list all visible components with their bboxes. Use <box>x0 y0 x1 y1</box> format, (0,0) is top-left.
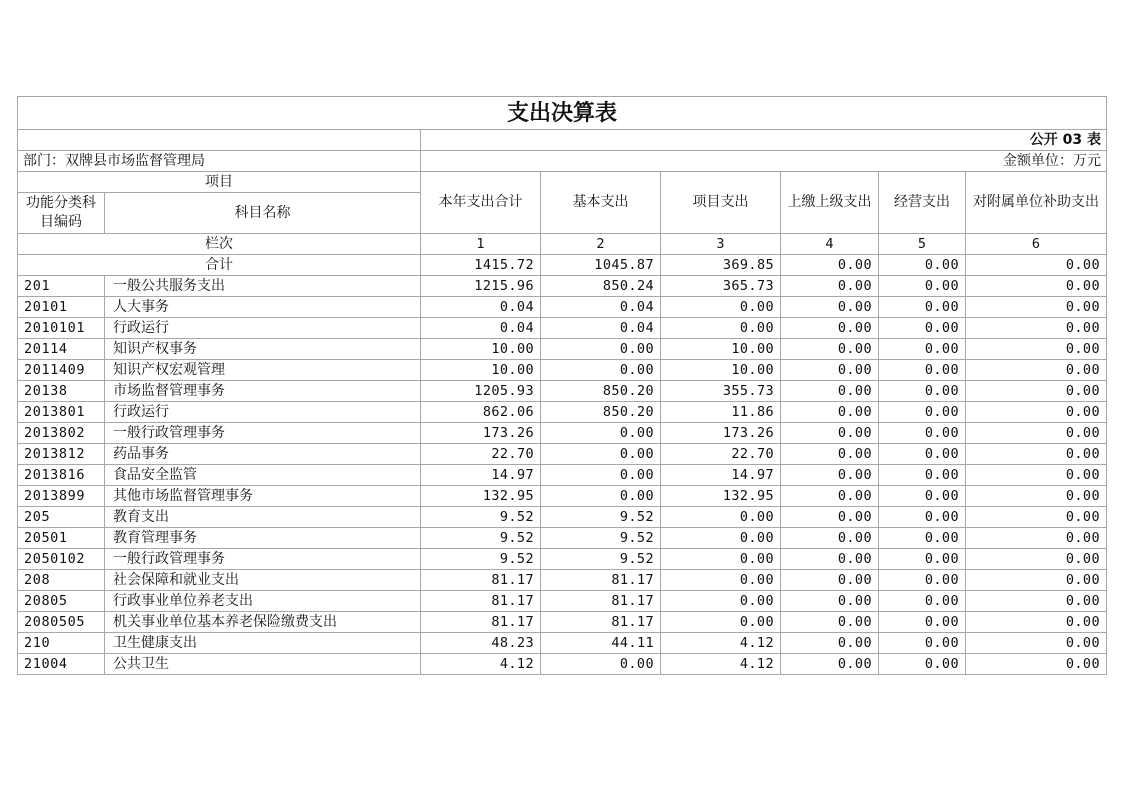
row-value: 0.00 <box>966 297 1107 318</box>
row-value: 10.00 <box>421 360 541 381</box>
form-number: 公开 03 表 <box>421 130 1107 151</box>
row-value: 0.00 <box>966 486 1107 507</box>
row-value: 0.00 <box>541 465 661 486</box>
row-value: 0.00 <box>879 444 966 465</box>
row-code: 2013816 <box>18 465 105 486</box>
row-value: 9.52 <box>421 507 541 528</box>
row-name: 食品安全监管 <box>105 465 421 486</box>
row-value: 0.00 <box>966 318 1107 339</box>
row-value: 0.00 <box>661 528 781 549</box>
row-value: 0.00 <box>879 276 966 297</box>
total-label: 合计 <box>18 255 421 276</box>
table-row <box>18 507 1107 528</box>
row-value: 0.00 <box>781 570 879 591</box>
row-value: 850.20 <box>541 402 661 423</box>
header-subsidy: 对附属单位补助支出 <box>966 172 1107 234</box>
table-row <box>18 654 1107 675</box>
table-row <box>18 633 1107 654</box>
total-value: 369.85 <box>661 255 781 276</box>
row-value: 0.00 <box>879 381 966 402</box>
row-value: 0.00 <box>781 486 879 507</box>
column-index: 6 <box>966 234 1107 255</box>
table-row <box>18 486 1107 507</box>
row-value: 0.00 <box>781 339 879 360</box>
row-name: 一般行政管理事务 <box>105 549 421 570</box>
row-value: 0.00 <box>966 423 1107 444</box>
row-value: 0.00 <box>781 402 879 423</box>
row-value: 173.26 <box>421 423 541 444</box>
row-value: 0.00 <box>966 591 1107 612</box>
table-row <box>18 360 1107 381</box>
row-value: 0.00 <box>966 528 1107 549</box>
row-value: 81.17 <box>421 570 541 591</box>
row-value: 0.04 <box>541 297 661 318</box>
row-value: 14.97 <box>661 465 781 486</box>
row-index-label: 栏次 <box>18 234 421 255</box>
row-value: 0.00 <box>661 549 781 570</box>
row-value: 0.00 <box>661 507 781 528</box>
row-value: 0.04 <box>421 318 541 339</box>
row-code: 20114 <box>18 339 105 360</box>
table-row <box>18 549 1107 570</box>
row-value: 9.52 <box>541 528 661 549</box>
row-code: 210 <box>18 633 105 654</box>
header-basic: 基本支出 <box>541 172 661 234</box>
row-value: 0.00 <box>879 570 966 591</box>
column-index: 5 <box>879 234 966 255</box>
row-value: 0.00 <box>966 381 1107 402</box>
row-value: 0.00 <box>781 276 879 297</box>
row-value: 0.00 <box>781 654 879 675</box>
table-row <box>18 318 1107 339</box>
row-value: 0.00 <box>781 381 879 402</box>
row-value: 173.26 <box>661 423 781 444</box>
row-value: 0.00 <box>879 507 966 528</box>
row-code: 205 <box>18 507 105 528</box>
row-value: 48.23 <box>421 633 541 654</box>
row-value: 0.00 <box>781 507 879 528</box>
row-code: 2010101 <box>18 318 105 339</box>
row-value: 4.12 <box>661 654 781 675</box>
row-value: 81.17 <box>421 591 541 612</box>
row-name: 机关事业单位基本养老保险缴费支出 <box>105 612 421 633</box>
header-subject-name: 科目名称 <box>105 193 421 234</box>
row-value: 0.00 <box>781 591 879 612</box>
row-name: 教育支出 <box>105 507 421 528</box>
column-index: 2 <box>541 234 661 255</box>
row-name: 教育管理事务 <box>105 528 421 549</box>
row-value: 0.00 <box>966 360 1107 381</box>
row-value: 0.00 <box>966 444 1107 465</box>
column-index: 3 <box>661 234 781 255</box>
row-value: 0.00 <box>879 633 966 654</box>
row-value: 0.00 <box>966 402 1107 423</box>
row-value: 0.00 <box>781 318 879 339</box>
table-row <box>18 591 1107 612</box>
row-value: 850.24 <box>541 276 661 297</box>
row-name: 其他市场监督管理事务 <box>105 486 421 507</box>
column-index: 1 <box>421 234 541 255</box>
row-value: 10.00 <box>421 339 541 360</box>
total-row <box>18 255 1107 276</box>
row-value: 0.00 <box>879 297 966 318</box>
row-value: 0.00 <box>966 633 1107 654</box>
row-code: 20101 <box>18 297 105 318</box>
row-value: 0.04 <box>541 318 661 339</box>
column-index: 4 <box>781 234 879 255</box>
row-value: 132.95 <box>421 486 541 507</box>
row-code: 201 <box>18 276 105 297</box>
row-value: 81.17 <box>541 591 661 612</box>
row-value: 10.00 <box>661 339 781 360</box>
row-value: 0.00 <box>966 276 1107 297</box>
row-code: 208 <box>18 570 105 591</box>
row-value: 0.00 <box>966 549 1107 570</box>
row-value: 0.00 <box>781 465 879 486</box>
row-value: 0.00 <box>966 339 1107 360</box>
header-total: 本年支出合计 <box>421 172 541 234</box>
row-value: 365.73 <box>661 276 781 297</box>
row-value: 1205.93 <box>421 381 541 402</box>
row-value: 0.00 <box>661 570 781 591</box>
row-value: 0.00 <box>879 423 966 444</box>
row-name: 人大事务 <box>105 297 421 318</box>
row-value: 0.00 <box>541 486 661 507</box>
expenditure-table <box>17 96 1107 675</box>
row-value: 0.00 <box>781 633 879 654</box>
row-value: 0.00 <box>966 507 1107 528</box>
row-value: 0.00 <box>781 528 879 549</box>
table-row <box>18 276 1107 297</box>
row-value: 0.00 <box>781 423 879 444</box>
row-value: 0.00 <box>541 423 661 444</box>
total-value: 1045.87 <box>541 255 661 276</box>
row-value: 0.00 <box>879 612 966 633</box>
row-value: 0.00 <box>541 444 661 465</box>
row-name: 卫生健康支出 <box>105 633 421 654</box>
row-code: 2011409 <box>18 360 105 381</box>
header-business: 经营支出 <box>879 172 966 234</box>
row-value: 1215.96 <box>421 276 541 297</box>
row-value: 850.20 <box>541 381 661 402</box>
table-row <box>18 402 1107 423</box>
row-code: 20805 <box>18 591 105 612</box>
row-value: 0.00 <box>781 360 879 381</box>
header-func-code: 功能分类科目编码 <box>18 193 105 234</box>
row-name: 行政运行 <box>105 318 421 339</box>
row-name: 知识产权事务 <box>105 339 421 360</box>
row-name: 社会保障和就业支出 <box>105 570 421 591</box>
row-value: 0.00 <box>879 591 966 612</box>
row-value: 0.00 <box>879 654 966 675</box>
row-value: 0.00 <box>781 444 879 465</box>
row-value: 0.00 <box>661 297 781 318</box>
row-value: 0.00 <box>966 654 1107 675</box>
row-value: 10.00 <box>661 360 781 381</box>
row-value: 14.97 <box>421 465 541 486</box>
row-value: 0.00 <box>966 570 1107 591</box>
row-code: 20138 <box>18 381 105 402</box>
row-value: 0.00 <box>541 360 661 381</box>
table-row <box>18 444 1107 465</box>
row-code: 2013801 <box>18 402 105 423</box>
table-row <box>18 339 1107 360</box>
row-name: 一般行政管理事务 <box>105 423 421 444</box>
row-value: 22.70 <box>421 444 541 465</box>
header-project: 项目支出 <box>661 172 781 234</box>
row-value: 81.17 <box>541 570 661 591</box>
page-title: 支出决算表 <box>18 97 1107 130</box>
row-name: 知识产权宏观管理 <box>105 360 421 381</box>
table-row <box>18 570 1107 591</box>
row-value: 0.00 <box>879 360 966 381</box>
row-value: 0.00 <box>966 465 1107 486</box>
row-code: 2050102 <box>18 549 105 570</box>
row-value: 11.86 <box>661 402 781 423</box>
row-value: 0.00 <box>781 297 879 318</box>
row-name: 药品事务 <box>105 444 421 465</box>
row-code: 20501 <box>18 528 105 549</box>
row-code: 2080505 <box>18 612 105 633</box>
table-row <box>18 381 1107 402</box>
table-row <box>18 612 1107 633</box>
row-name: 行政运行 <box>105 402 421 423</box>
row-value: 0.00 <box>781 549 879 570</box>
header-item: 项目 <box>18 172 421 193</box>
row-value: 0.00 <box>879 318 966 339</box>
row-value: 0.00 <box>966 612 1107 633</box>
unit-label: 金额单位：万元 <box>421 151 1107 172</box>
total-value: 0.00 <box>966 255 1107 276</box>
row-code: 2013812 <box>18 444 105 465</box>
row-value: 0.00 <box>879 465 966 486</box>
row-code: 21004 <box>18 654 105 675</box>
department-label: 部门：双牌县市场监督管理局 <box>18 151 421 172</box>
table-row <box>18 465 1107 486</box>
row-value: 0.00 <box>879 339 966 360</box>
row-value: 9.52 <box>541 549 661 570</box>
total-value: 0.00 <box>781 255 879 276</box>
table-row <box>18 423 1107 444</box>
row-code: 2013802 <box>18 423 105 444</box>
row-value: 44.11 <box>541 633 661 654</box>
row-value: 9.52 <box>421 549 541 570</box>
row-value: 132.95 <box>661 486 781 507</box>
row-value: 0.04 <box>421 297 541 318</box>
row-value: 0.00 <box>879 528 966 549</box>
row-value: 0.00 <box>661 318 781 339</box>
total-value: 1415.72 <box>421 255 541 276</box>
row-name: 公共卫生 <box>105 654 421 675</box>
row-value: 355.73 <box>661 381 781 402</box>
row-value: 0.00 <box>879 549 966 570</box>
row-name: 一般公共服务支出 <box>105 276 421 297</box>
row-value: 0.00 <box>879 402 966 423</box>
total-value: 0.00 <box>879 255 966 276</box>
row-value: 4.12 <box>421 654 541 675</box>
row-value: 81.17 <box>421 612 541 633</box>
row-name: 市场监督管理事务 <box>105 381 421 402</box>
table-row <box>18 528 1107 549</box>
blank-cell <box>18 130 421 151</box>
row-value: 0.00 <box>661 591 781 612</box>
header-upper: 上缴上级支出 <box>781 172 879 234</box>
row-value: 0.00 <box>661 612 781 633</box>
row-value: 4.12 <box>661 633 781 654</box>
row-value: 0.00 <box>781 612 879 633</box>
row-value: 9.52 <box>541 507 661 528</box>
row-value: 0.00 <box>541 339 661 360</box>
row-value: 0.00 <box>879 486 966 507</box>
row-name: 行政事业单位养老支出 <box>105 591 421 612</box>
row-value: 862.06 <box>421 402 541 423</box>
row-value: 9.52 <box>421 528 541 549</box>
row-value: 0.00 <box>541 654 661 675</box>
row-value: 22.70 <box>661 444 781 465</box>
row-value: 81.17 <box>541 612 661 633</box>
row-code: 2013899 <box>18 486 105 507</box>
table-row <box>18 297 1107 318</box>
